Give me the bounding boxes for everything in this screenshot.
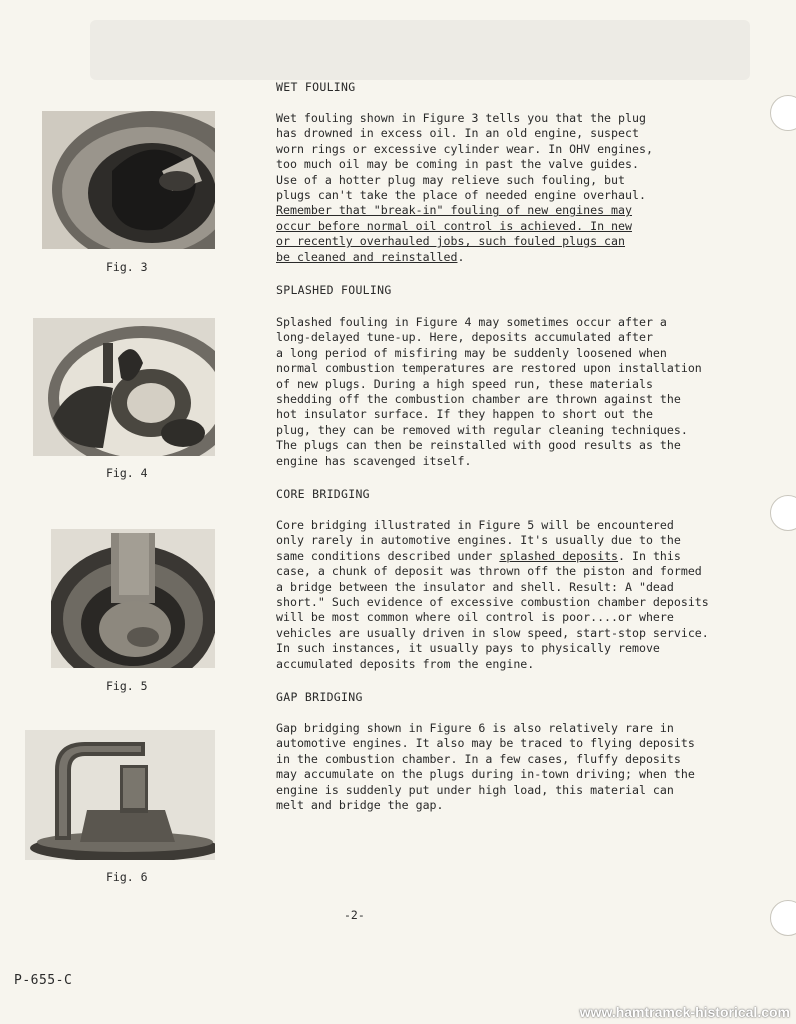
paragraph-gap-bridging: Gap bridging shown in Figure 6 is also relatively rare in automotive engines. It also may be traced to flying deposits in the combustion chamber. In a few cases, fluffy deposits may accumulate on the plugs during in-town driving; when the engine is suddenly put under high load, this material can melt and bridge the gap. [276, 721, 695, 813]
paragraph-core-bridging [276, 518, 770, 672]
wet-fouling-underlined-text: Remember that "break-in" fouling of new engines may occur before normal oil control is achieved. In new or recently overhauled jobs, such fouled plugs can be cleaned and reinstalled [276, 203, 632, 264]
faded-letterhead [90, 20, 750, 80]
section-title-gap-bridging: GAP BRIDGING [276, 690, 363, 704]
figure-5-photo [51, 529, 215, 668]
section-title-wet-fouling: WET FOULING [276, 80, 356, 94]
binder-hole-top [770, 95, 796, 131]
section-title-splashed-fouling: SPLASHED FOULING [276, 283, 392, 297]
binder-hole-middle [770, 495, 796, 531]
page-number: -2- [344, 908, 365, 922]
figure-6-photo [25, 730, 215, 860]
document-code: P-655-C [14, 973, 73, 988]
wet-fouling-text: Wet fouling shown in Figure 3 tells you that the plug has drowned in excess oil. In an old engine, suspect worn rings or excessive cylinder wear. In OHV engines, too much oil may be coming in past the valve guides. Use of a hotter plug may relieve such fouling, but plugs can't take the place of needed engine overhaul. [276, 111, 653, 203]
core-bridging-underlined-text: splashed deposits [499, 548, 619, 563]
website-watermark: www.hamtramck-historical.com [579, 1004, 790, 1020]
paragraph-wet-fouling [276, 111, 770, 265]
core-bridging-text-before: Core bridging illustrated in Figure 5 will be encountered only rarely in automotive engines. It's usually due to the same conditions described under [276, 518, 681, 563]
binder-hole-bottom [770, 900, 796, 936]
core-bridging-text-after: . In this case, a chunk of deposit was thrown off the piston and formed a bridge between the insulator and shell. Result: A "dead short." Such evidence of excessive combustion chamber deposits will be most common where oil control is poor....or where vehicles are usually driven in slow speed, start-stop service. In such instances, it usually pays to physically remove accumulated deposits from the engine. [276, 548, 709, 671]
section-title-core-bridging: CORE BRIDGING [276, 487, 370, 501]
figure-3-photo [42, 111, 215, 249]
figure-3-caption: Fig. 3 [106, 260, 148, 274]
figure-4-caption: Fig. 4 [106, 466, 148, 480]
figure-6-caption: Fig. 6 [106, 870, 148, 884]
wet-fouling-period: . [457, 249, 465, 264]
figure-4-photo [33, 318, 215, 456]
figure-5-caption: Fig. 5 [106, 679, 148, 693]
paragraph-splashed-fouling: Splashed fouling in Figure 4 may sometimes occur after a long-delayed tune-up. Here, deposits accumulated after a long period of misfiring may be suddenly loosened when normal combustion temperatures are restored upon installation of new plugs. During a high speed run, these materials shedding off the combustion chamber are thrown against the hot insulator surface. If they happen to short out the plug, they can be removed with regular cleaning techniques. The plugs can then be reinstalled with good results as the engine has scavenged itself. [276, 315, 702, 468]
